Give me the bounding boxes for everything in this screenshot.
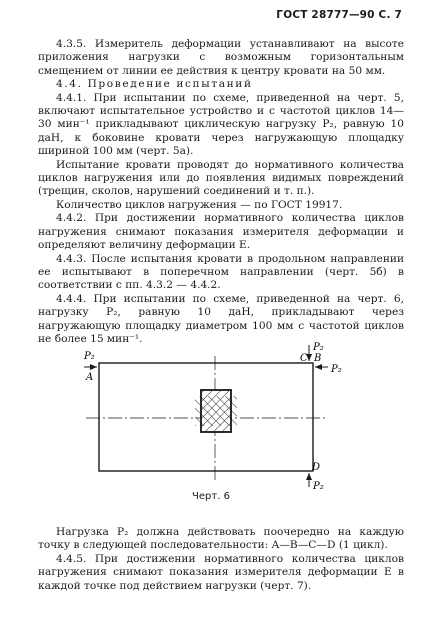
- label-c: C: [300, 353, 308, 364]
- label-p2-top: P₂: [313, 342, 324, 353]
- label-p2-bottom: P₂: [313, 481, 324, 492]
- loading-pad: [195, 390, 237, 432]
- label-b: B: [314, 353, 322, 364]
- label-a: A: [86, 372, 94, 383]
- paragraph: 4.4.2. При достижении нормативного количества циклов нагружения снимают показания измерителя деформации и определяют величину деформации E.: [38, 212, 404, 252]
- paragraph: 4.4.3. После испытания кровати в продольном направлении ее испытывают в поперечном направлении (черт. 5б) в соответствии с пп. 4.3.2 — 4.4.2.: [38, 252, 404, 292]
- paragraph: Нагрузка P₂ должна действовать поочередно на каждую точку в следующей последовательности: A—B—C—D (1 цикл).: [38, 526, 404, 552]
- paragraph: Испытание кровати проводят до нормативного количества циклов нагружения или до появления видимых повреждений (трещин, сколов, нарушений соединений и т. п.).: [38, 158, 404, 198]
- label-p2-left: P₂: [84, 351, 95, 362]
- paragraph: Количество циклов нагружения — по ГОСТ 19917.: [56, 198, 343, 211]
- paragraph: 4.3.5. Измеритель деформации устанавливают на высоте приложения нагрузки с возможным горизонтальным смещением от линии ее действия к центру кровати на 50 мм.: [38, 38, 404, 77]
- bed-outline: [99, 363, 313, 471]
- label-p2-right: P₂: [331, 364, 342, 375]
- paragraph: 4.4.4. При испытании по схеме, приведенной на черт. 6, нагрузку P₂, равную 10 даН, прикладывают через нагружающую площадку диаметром 100 мм с частотой циклов не более 15 мин⁻¹.: [38, 292, 404, 345]
- section-heading: 4.4. Проведение испытаний: [56, 78, 253, 91]
- text-block-top: [38, 38, 404, 346]
- figure-caption: Черт. 6: [192, 491, 230, 502]
- label-d: D: [312, 462, 321, 473]
- page-header: ГОСТ 28777—90 С. 7: [276, 9, 402, 21]
- paragraph: 4.4.1. При испытании по схеме, приведенной на черт. 5, включают испытательное устройство и с частотой циклов 14—30 мин⁻¹ прикладывают циклическую нагрузку P₂, равную 10 даН, к боковине кровати через нагружающую площадку шириной 100 мм (черт. 5а).: [38, 91, 404, 158]
- paragraph: 4.4.5. При достижении нормативного количества циклов нагружения снимают показания измерителя деформации E в каждой точке под действием нагрузки (черт. 7).: [38, 552, 404, 592]
- text-block-bottom: [38, 526, 404, 593]
